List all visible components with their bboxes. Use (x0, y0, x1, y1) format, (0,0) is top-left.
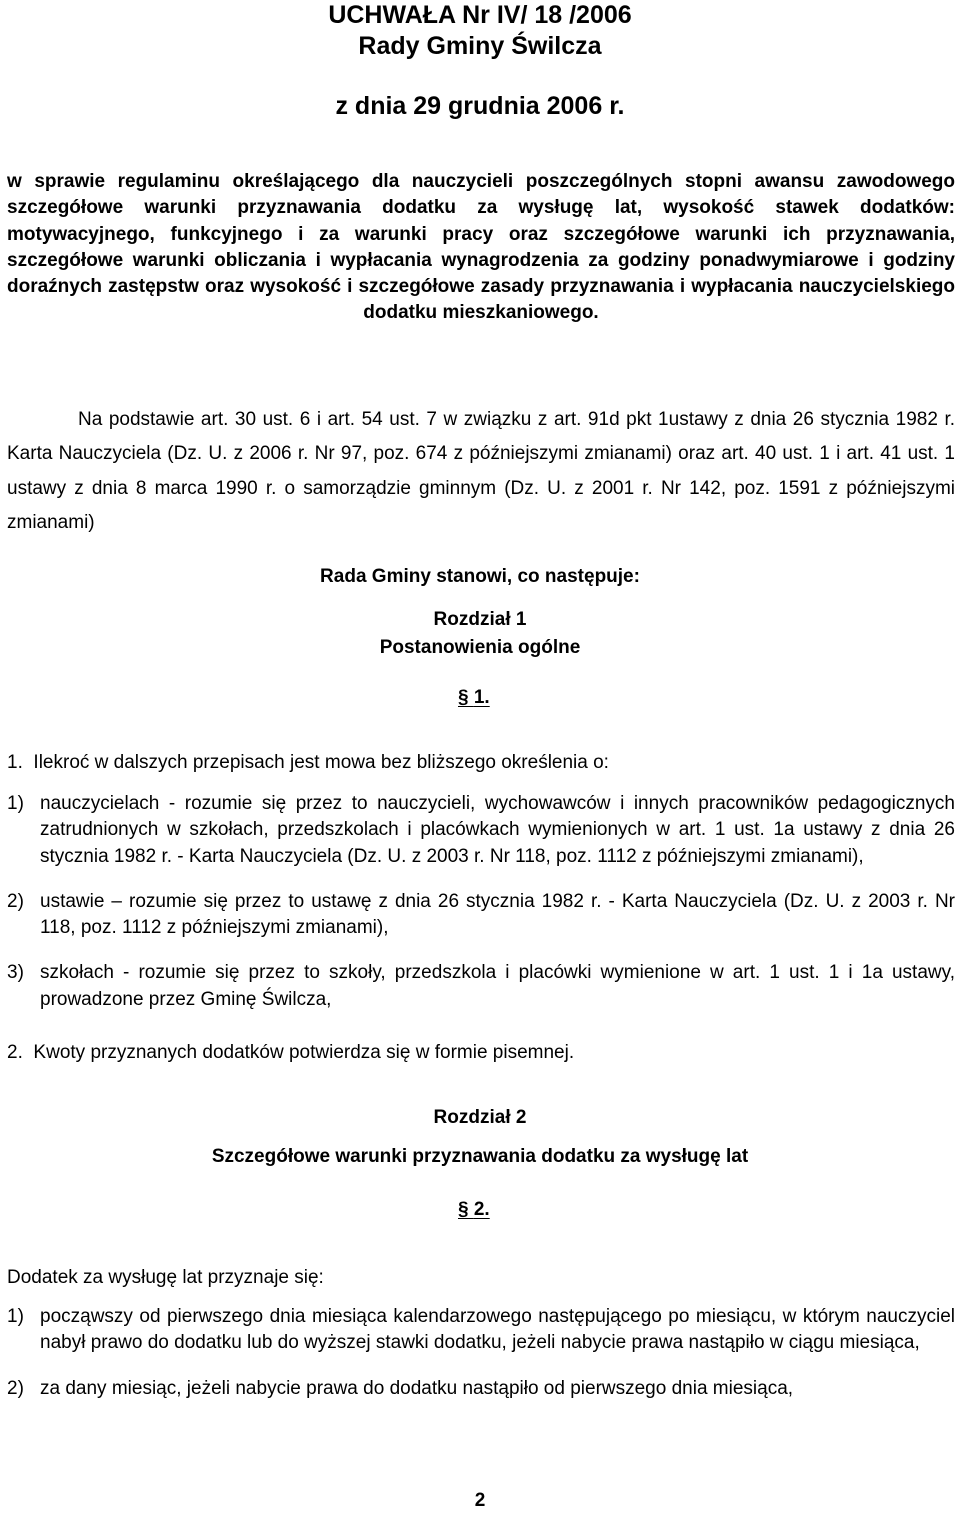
resolution-subject: w sprawie regulaminu określającego dla nauczycieli poszczególnych stopni awansu zawodowego szczegółowe warunki przyznawania dodatku za wysługę lat, wysokość stawek dodatków: motywacyjnego, funkcyjnego i za warunki pracy oraz szczegółowe warunki ich przyznawania, szczegółowe warunki obliczania i wypłacania wynagrodzenia za godziny ponadwymiarowe i godziny doraźnych zastępstw oraz wysokość i szczegółowe zasady przyznawania i wypłacania nauczycielskiego dodatku mieszkaniowego. (7, 171, 955, 324)
list-item (7, 1304, 955, 1357)
list-item (7, 889, 955, 942)
point-2 (7, 1040, 574, 1066)
list-item (7, 1376, 955, 1402)
paragraph-1-number: 1. (473, 687, 490, 708)
seniority-intro: Dodatek za wysługę lat przyznaje się: (7, 1267, 324, 1288)
point-2-text: Kwoty przyznanych dodatków potwierdza się w formie pisemnej. (33, 1042, 575, 1063)
paragraph-2-number: 2. (473, 1199, 490, 1220)
chapter-2-heading: Rozdział 2 (433, 1107, 527, 1128)
page-number: 2 (474, 1490, 486, 1511)
point-1 (7, 750, 609, 776)
document-subtitle: Rady Gminy Świlcza (358, 32, 602, 60)
list-item-number: 1) (7, 793, 24, 814)
point-2-number: 2. (7, 1042, 23, 1063)
paragraph-2-sign: § 2. (458, 1199, 490, 1220)
list-item-number: 2) (7, 1377, 24, 1399)
list-item-number: 2) (7, 890, 24, 912)
seniority-conditions-list (7, 1304, 955, 1402)
list-item-text: ustawie – rozumie się przez to ustawę z dnia 26 stycznia 1982 r. - Karta Nauczyciela (Dz. U. z 2003 r. Nr 118, poz. 1112 z późniejszymi zmianami), (40, 890, 955, 939)
chapter-2-title: Szczegółowe warunki przyznawania dodatku za wysługę lat (211, 1146, 749, 1167)
definitions-list (7, 791, 955, 1013)
chapter-1-title: Postanowienia ogólne (379, 637, 581, 658)
list-item-number: 3) (7, 962, 24, 984)
chapter-1-heading: Rozdział 1 (433, 609, 527, 630)
list-item-text: nauczycielach - rozumie się przez to nauczycieli, wychowawców i innych pracowników pedagogicznych zatrudnionych w szkołach, przedszkolach i placówkach wymienionych w art. 1 ust. 1a ustawy z dnia 26 stycznia 1982 r. - Karta Nauczyciela (Dz. U. z 2003 r. Nr 118, poz. 1112 z późniejszymi zmianami), (40, 793, 955, 867)
list-item-number: 1) (7, 1306, 24, 1327)
list-item-text: począwszy od pierwszego dnia miesiąca kalendarzowego następującego po miesiącu, w którym nauczyciel nabył prawo do dodatku lub do wyższej stawki dodatku, jeżeli nabycie prawa nastąpiło w ciągu miesiąca, (40, 1306, 955, 1354)
point-1-text: Ilekroć w dalszych przepisach jest mowa bez bliższego określenia o: (33, 752, 609, 773)
list-item (7, 960, 955, 1013)
list-item-text: za dany miesiąc, jeżeli nabycie prawa do dodatku nastąpiło od pierwszego dnia miesiąca, (40, 1377, 794, 1399)
resolution-clause: Rada Gminy stanowi, co następuje: (320, 566, 640, 587)
legal-basis: Na podstawie art. 30 ust. 6 i art. 54 ust. 7 w związku z art. 91d pkt 1ustawy z dnia 26 stycznia 1982 r. Karta Nauczyciela (Dz. U. z 2006 r. Nr 97, poz. 674 z późniejszymi zmianami) oraz art. 40 ust. 1 i art. 41 ust. 1 ustawy z dnia 8 marca 1990 r. o samorządzie gminnym (Dz. U. z 2001 r. Nr 142, poz. 1591 z późniejszymi zmianami) (7, 409, 955, 534)
document-title: UCHWAŁA Nr IV/ 18 /2006 (328, 1, 632, 29)
paragraph-1-sign: § 1. (458, 687, 490, 708)
list-item-text: szkołach - rozumie się przez to szkoły, przedszkola i placówki wymienione w art. 1 ust. 1 i 1a ustawy, prowadzone przez Gminę Świlcza, (40, 962, 955, 1010)
document-date: z dnia 29 grudnia 2006 r. (335, 92, 625, 120)
list-item (7, 791, 955, 870)
point-1-number: 1. (7, 752, 23, 773)
